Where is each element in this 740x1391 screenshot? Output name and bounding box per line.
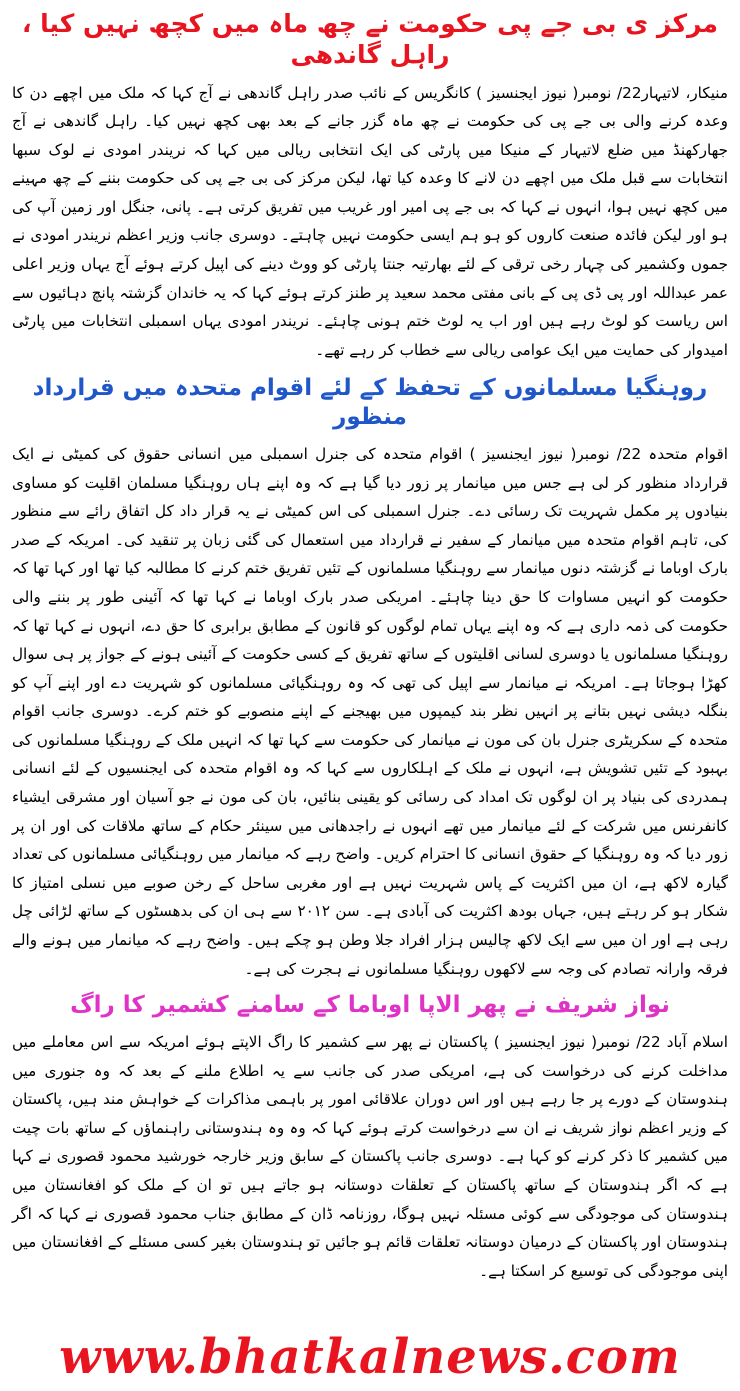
article-body-nawaz-sharif: اسلام آباد 22/ نومبر( نیوز ایجنسیز ) پاکستان نے پھر سے کشمیر کا راگ الاپتے ہوئے امریکہ سے اس معاملے میں مداخلت کرنے کی درخواست کی ہے، امریکی صدر کی جانب سے یہ اطلاع ملنے کے بعد کہ وہ جنوری میں ہندوستان کے دورے پر جا رہے ہیں اور اس دوران علاقائی امور پر باہمی مذاکرات کے خواہش مند ہیں، پاکستان کے وزیر اعظم نواز شریف نے ان سے درخواست کرتے ہوئے کہا کہ وہ وہ ہندوستانی راہنماؤں کے ساتھ بات چیت میں کشمیر کا ذکر کرنے کو کہا ہے۔ دوسری جانب پاکستان کے سابق وزیر خارجہ خورشید محمود قصوری نے کہا ہے کہ اگر ہندوستان کے ساتھ پاکستان کے تعلقات دوستانہ ہو جاتے ہیں تو ان کے ملک کو افغانستان میں ہندوستان کی موجودگی سے کوئی مسئلہ نہیں ہوگا، روزنامہ ڈان کے مطابق جناب محمود قصوری نے کہا کہ اگر ہندوستان اور پاکستان کے درمیان دوستانہ تعلقات قائم ہو جائیں تو ہندوستان بغیر کسی مسئلے کے افغانستان میں اپنی موجودگی کی توسیع کر اسکتا ہے۔ [12,1032,729,1280]
article-body-rahul-gandhi: منیکار، لاتیہار22/ نومبر( نیوز ایجنسیز ) کانگریس کے نائب صدر راہل گاندھی نے آج کہا کہ ملک میں اچھے دن کا وعدہ کرنے والی بی جے پی کی حکومت نے چھ ماہ گزر جانے کے بعد بھی کچھ نہیں کیا۔ راہل گاندھی نے آج جھارکھنڈ میں ضلع لاتیہار کے منیکا میں پارٹی کی ایک انتخابی ریالی میں کہا کہ نریندر امودی نے لوک سبھا انتخابات سے قبل ملک میں اچھے دن لانے کا وعدہ کیا تھا، لیکن مرکز کی بی جے پی کی حکومت بننے کے چھ مہینے میں کچھ نہیں ہوا، انہوں نے کہا کہ بی جے پی امیر اور غریب میں تفریق کرتی ہے۔ پانی، جنگل اور زمین آپ کی ہو اور لیکن فائدہ صنعت کاروں کو ہو ہم ایسی حکومت نہیں چاہتے۔ دوسری جانب وزیر اعظم نریندر امودی نے جموں وکشمیر کی چہار رخی ترقی کے لئے بھارتیہ جنتا پارٹی کو ووٹ دینے کی اپیل کرتے ہوئے آج یہاں وزیر اعلی عمر عبداللہ اور پی ڈی پی کے بانی مفتی محمد سعید پر طنز کرتے ہوئے کہا کہ یہ خاندان گزشتہ پانچ دہائیوں سے اس ریاست کو لوٹ رہے ہیں اور اب یہ لوٹ ختم ہونی چاہئے۔ نریندر امودی یہاں اسمبلی انتخابات میں پارٹی امیدوار کی حمایت میں ایک عوامی ریالی سے خطاب کر رہے تھے۔ [12,83,728,359]
website-footer: www.bhatkalnews.com [59,1329,681,1385]
headline-rahul-gandhi: مرکز ی بی جے پی حکومت نے چھ ماہ میں کچھ نہیں کیا ، راہل گاندھی [21,9,719,70]
article-body-rohingya: اقوام متحدہ 22/ نومبر( نیوز ایجنسیز ) اقوام متحدہ کی جنرل اسمبلی میں انسانی حقوق کی کمیٹی نے ایک قرارداد منظور کر لی ہے جس میں میانمار پر زور دیا گیا ہے کہ وہ اپنے ہاں روہنگیا مسلمان اقلیت کو مساوی بنیادوں پر مکمل شہریت تک رسائی دے۔ جنرل اسمبلی کی اس کمیٹی نے یہ قرار داد کل اتفاق رائے سے منظور کی، تاہم اقوام متحدہ میں میانمار کے سفیر نے قرارداد میں استعمال کی گئی زبان پر تنقید کی۔ امریکہ کے صدر بارک اوباما نے گزشتہ دنوں میانمار سے روہنگیا مسلمانوں کے تئیں تفریق ختم کرنے کا مطالبہ کیا تھا اور کہا تھا کہ حکومت کو انہیں مساوات کا حق دینا چاہئے۔ امریکی صدر بارک اوباما نے کہا تھا کہ آئینی طور پر بننے والی حکومت کی ذمہ داری ہے کہ وہ اپنے یہاں تمام لوگوں کو قانون کے مطابق برابری کا حق دے، انہوں نے کہا تھا کہ روہنگیا مسلمانوں یا دوسری لسانی اقلیتوں کے ساتھ تفریق کے کسی حکومت کے آئینی ہونے کے جواز پر ہی سوال کھڑا ہوجاتا ہے۔ امریکہ نے میانمار سے اپیل کی تھی کہ وہ روہنگیائی مسلمانوں کو شہریت دے اور اپنے آپ کو بنگلہ دیشی نہیں بتانے پر انہیں نظر بند کیمپوں میں بھیجنے کے اپنے منصوبے کو ختم کرے۔ دوسری جانب اقوام متحدہ کے سکریٹری جنرل بان کی مون نے میانمار کی حکومت سے کہا تھا کہ انہیں ملک کے روہنگیا مسلمانوں کی بہبود کے تئیں تشویش ہے، انہوں نے ملک کے اہلکاروں سے کہا کہ وہ اقوام متحدہ کی ایجنسیوں کے لئے انسانی ہمدردی کی بنیاد پر ان لوگوں تک امداد کی رسائی کو یقینی بنائیں، بان کی مون نے جو آسیان اور مشرقی ایشیاء کانفرنس میں شرکت کے لئے میانمار میں تھے انہوں نے راجدھانی میں سینئر حکام کے ساتھ ملاقات کی اور ان پر زور دیا کہ وہ روہنگیا کے حقوق انسانی کا احترام کریں۔ واضح رہے کہ میانمار میں روہنگیائی مسلمانوں کی تعداد گیارہ لاکھ ہے، ان میں اکثریت کے پاس شہریت نہیں ہے اور مغربی ساحل کے رخن صوبے میں نسلی امتیاز کا شکار ہو کر رہتے ہیں، جہاں بودھ اکثریت کی آبادی ہے۔ سن ۲۰۱۲ سے ہی ان کی بدھسٹوں کے ساتھ لڑائی چل رہی ہے اور ان میں سے ایک لاکھ چالیس ہزار افراد جلا وطن ہو چکے ہیں۔ واضح رہے کہ میانمار میں ہونے والے فرقہ وارانہ تصادم کی وجہ سے لاکھوں روہنگیا مسلمانوں نے ہجرت کی ہے۔ [12,444,728,978]
headline-nawaz-sharif: نواز شریف نے پھر الاپا اوباما کے سامنے کشمیر کا راگ [70,992,670,1019]
headline-rohingya: روہنگیا مسلمانوں کے تحفظ کے لئے اقوام متحدہ میں قرارداد منظور [32,375,708,431]
